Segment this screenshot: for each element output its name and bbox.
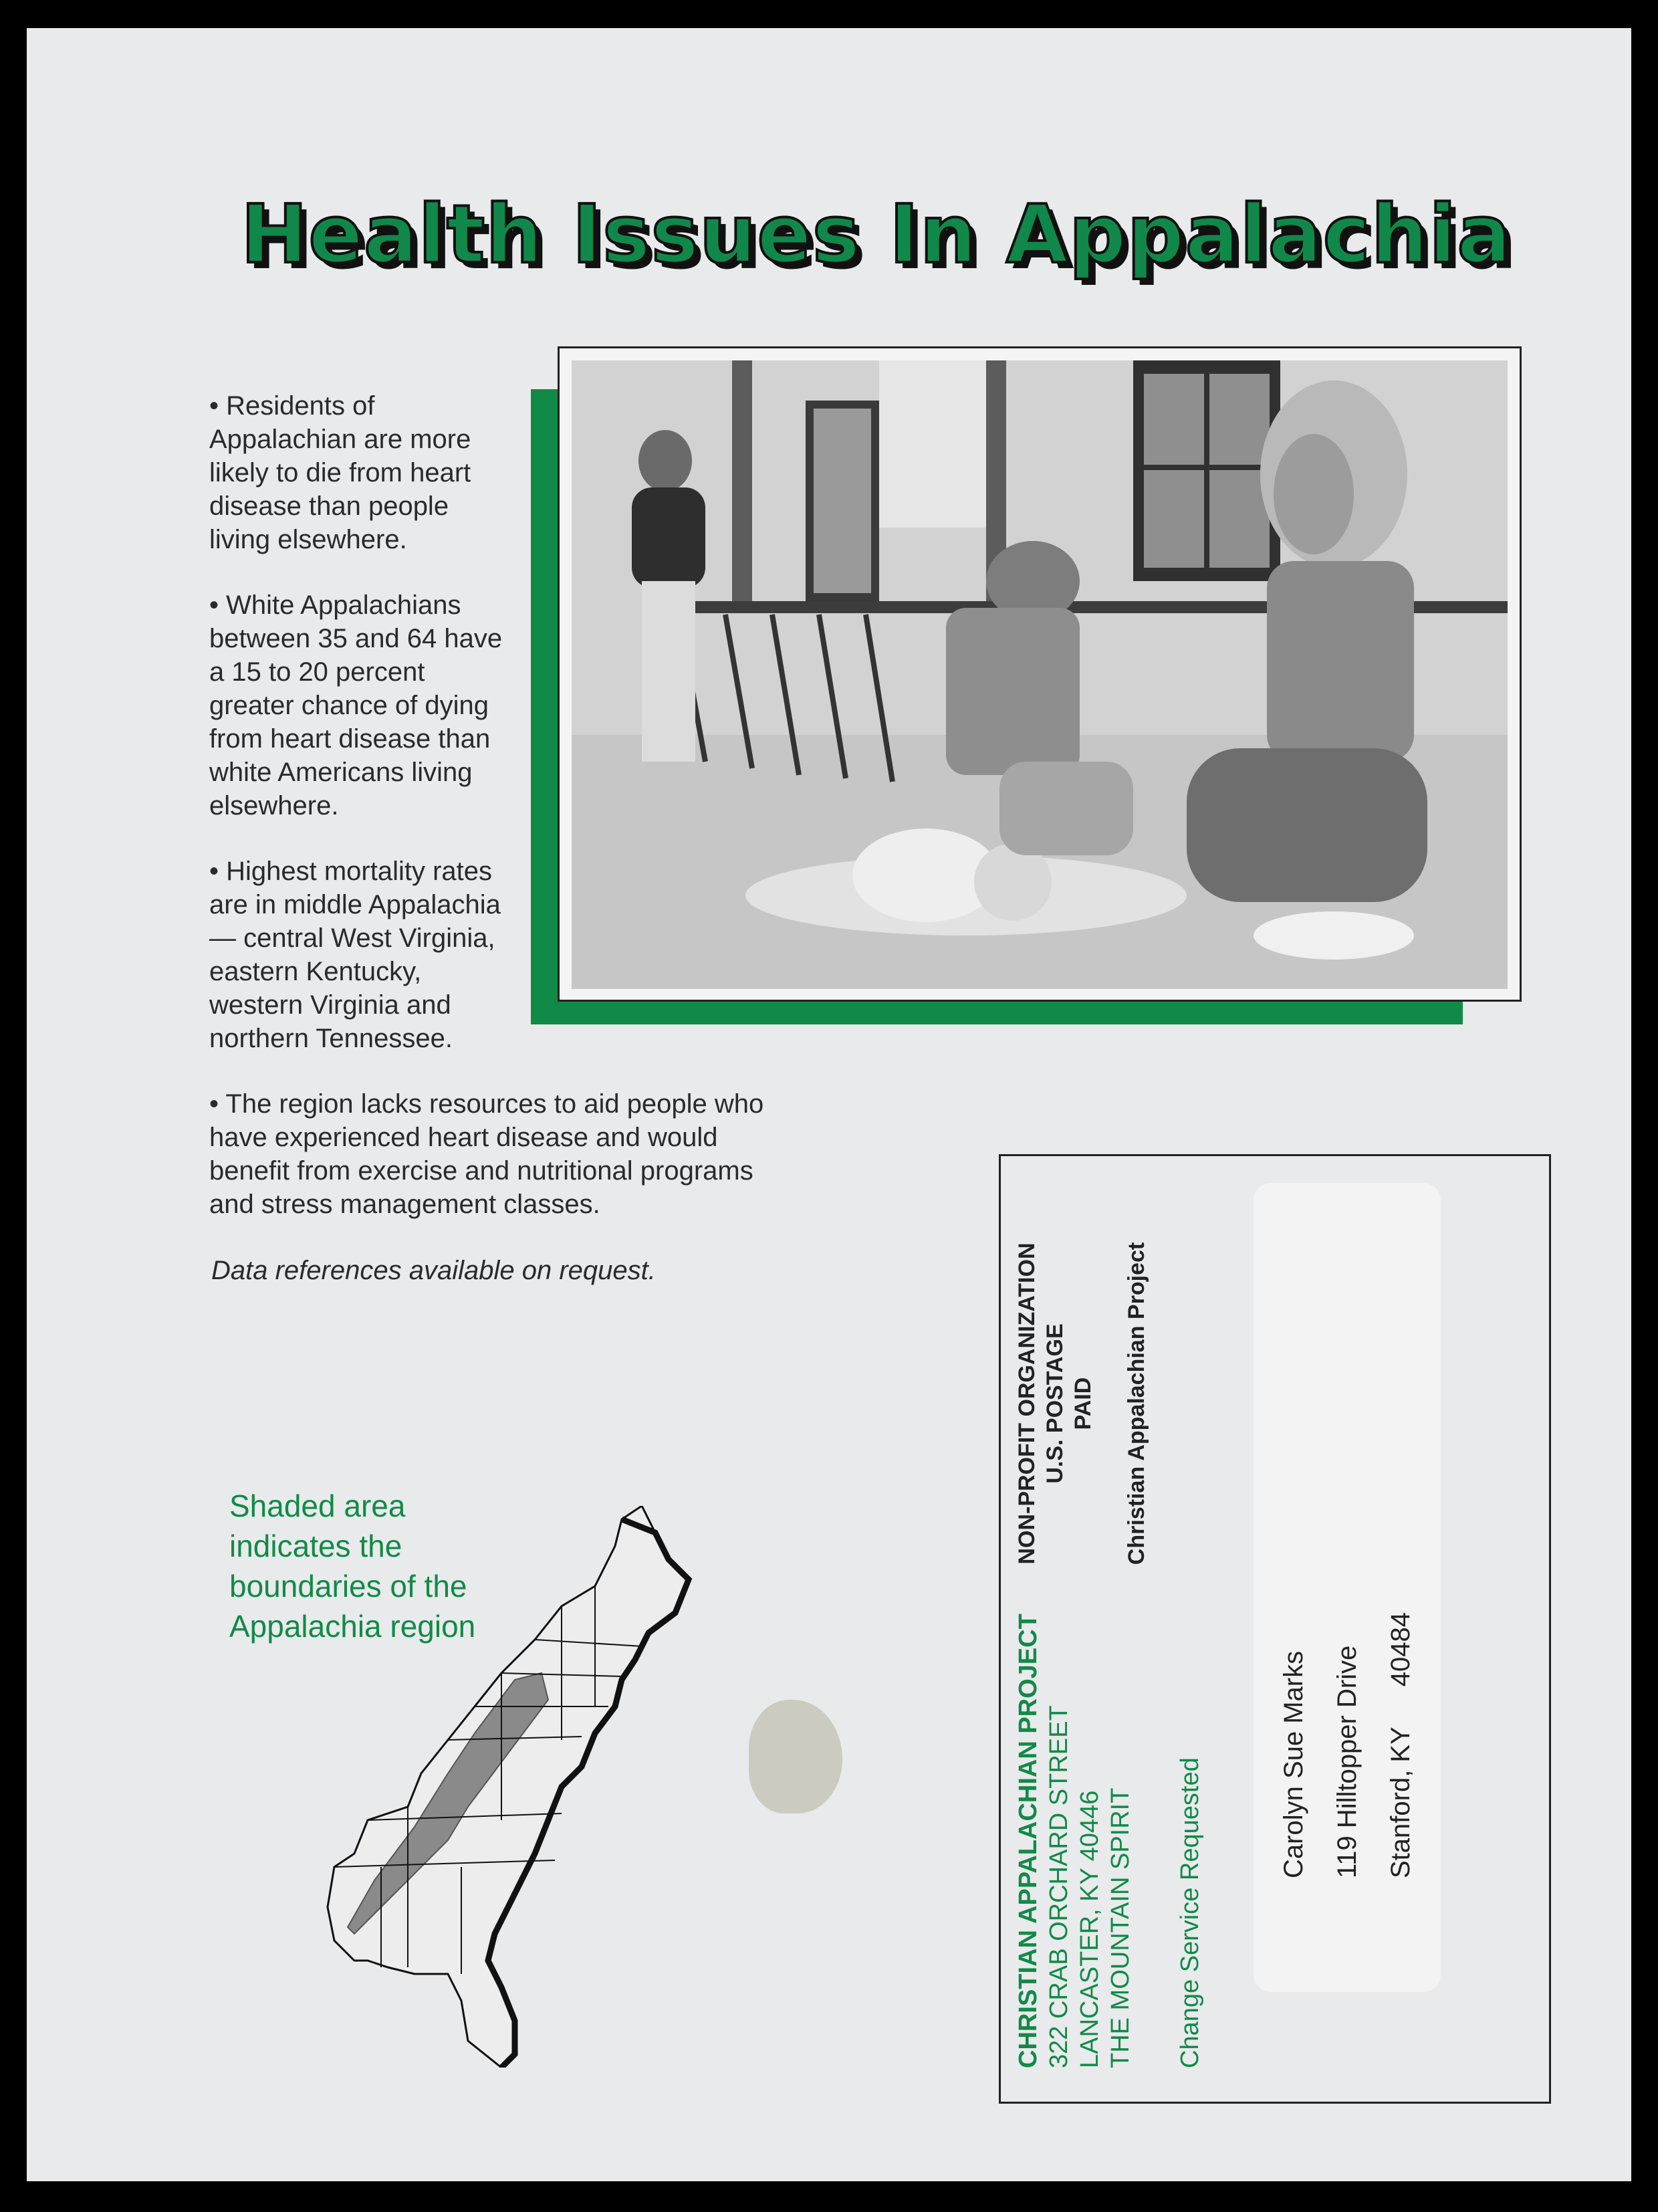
fact-item: • White Appalachians between 35 and 64 have a 15 to 20 percent greater chance of dying from heart disease than white Americans living elsewhere. (209, 590, 503, 820)
return-street: 322 CRAB ORCHARD STREET (1045, 1705, 1073, 2068)
return-city: LANCASTER, KY 40446 (1076, 1790, 1104, 2068)
return-address (1013, 1614, 1136, 2068)
permit-line: U.S. POSTAGE (1042, 1323, 1068, 1484)
postage-permit (1013, 1236, 1097, 1571)
recipient-zip: 40484 (1386, 1612, 1415, 1687)
recipient-city: Stanford, KY (1386, 1727, 1415, 1878)
photo-frame (558, 346, 1522, 1002)
page-title: Health Issues In Appalachia (241, 189, 1512, 282)
mailing-panel (999, 1154, 1551, 2104)
recipient-city-line (1374, 1612, 1427, 1878)
recipient-address (1267, 1612, 1427, 1878)
cpr-training-photo (572, 360, 1508, 989)
fact-item: • Residents of Appalachian are more likely to die from heart disease than people living elsewhere. (209, 391, 471, 554)
return-org: CHRISTIAN APPALACHIAN PROJECT (1014, 1614, 1042, 2068)
map-caption: Shaded area indicates the boundaries of the Appalachia region (229, 1488, 476, 1644)
permit-organization: Christian Appalachian Project (1124, 1242, 1149, 1565)
fact-item: • Highest mortality rates are in middle Appalachia — central West Virginia, eastern Kentucky, western Virginia and northern Tennessee. (209, 857, 501, 1053)
data-reference-note: Data references available on request. (211, 1256, 656, 1285)
change-service-note: Change Service Requested (1176, 1757, 1204, 2068)
recipient-name: Carolyn Sue Marks (1279, 1650, 1308, 1878)
fact-item: • The region lacks resources to aid people who have experienced heart disease and would benefit from exercise and nutritional programs and stress management classes. (209, 1089, 764, 1219)
appalachia-region-map (247, 1506, 729, 2068)
permit-line: PAID (1070, 1377, 1096, 1430)
mailing-panel-rotated (1001, 1156, 1553, 2106)
mailer-page (27, 28, 1631, 2181)
recipient-street: 119 Hilltopper Drive (1332, 1645, 1362, 1878)
permit-line: NON-PROFIT ORGANIZATION (1014, 1242, 1040, 1565)
return-publication: THE MOUNTAIN SPIRIT (1106, 1787, 1135, 2068)
paper-stain (749, 1700, 842, 1813)
